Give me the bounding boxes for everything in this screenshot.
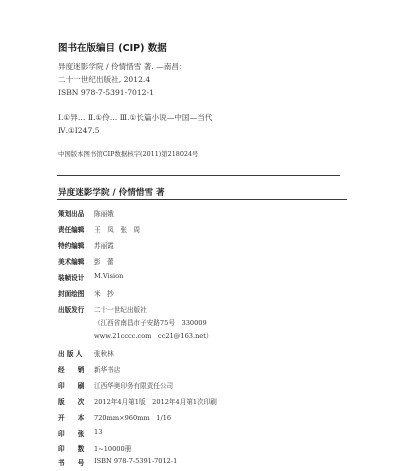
cip-line-3: ISBN 978-7-5391-7012-1: [58, 88, 154, 97]
credit-label: 装帧设计: [58, 274, 85, 282]
credit-value: 720mm×960mm 1/16: [94, 414, 172, 422]
credit-label: 策划出品: [58, 210, 85, 218]
credit-label: 经 销: [58, 366, 85, 374]
credit-label: 出版发行: [58, 306, 85, 314]
credit-label: 责任编辑: [58, 226, 85, 234]
credit-label: 印 刷: [58, 382, 85, 390]
credit-value: 2012年4月第1版 2012年4月第1次印刷: [94, 398, 217, 406]
credit-value: 1~10000册: [94, 445, 132, 453]
credit-value: 新华书店: [94, 366, 121, 374]
credit-label: 开 本: [58, 414, 85, 422]
credit-value: 张秋林: [94, 350, 114, 358]
credit-value: 米 抄: [94, 290, 114, 298]
book-title: 异度迷影学院 / 伶情惜雪 著: [58, 188, 165, 198]
credit-value: 陈丽娥: [94, 210, 114, 218]
credit-value: 江西华奥印务有限责任公司: [94, 382, 174, 390]
credit-value: 二十一世纪出版社: [94, 306, 147, 314]
credit-value: 13: [94, 428, 103, 436]
credit-value: 苏丽霞: [94, 242, 114, 250]
credit-value: ISBN 978-7-5391-7012-1: [94, 457, 178, 465]
cip-classification-2: Ⅳ.①I247.5: [58, 126, 100, 135]
credit-label: 版 次: [58, 398, 85, 406]
title-rule: [57, 199, 347, 200]
credit-label: 印 数: [58, 445, 85, 453]
credit-label: 印 张: [58, 430, 85, 438]
publisher-web: www.21cccc.com cc21@163.net）: [94, 332, 213, 340]
credit-label: 特约编辑: [58, 242, 85, 250]
cip-title: 图书在版编目 (CIP) 数据: [58, 43, 167, 54]
cip-classification-1: Ⅰ.①异… Ⅱ.①伶… Ⅲ.①长篇小说—中国—当代: [58, 113, 213, 122]
credit-label: 封面绘图: [58, 290, 85, 298]
cip-line-2: 二十一世纪出版社, 2012.4: [58, 75, 151, 84]
credit-label: 出 版 人: [58, 350, 83, 358]
credit-value: 王 凤 张 周: [94, 226, 141, 234]
credit-value: 彭 蕾: [94, 258, 114, 266]
cip-line-1: 异度迷影学院 / 伶情惜雪 著. —南昌：: [58, 62, 187, 71]
cip-number: 中国版本图书馆CIP数据核字(2011)第218024号: [58, 150, 199, 158]
credit-label: 书 号: [58, 459, 85, 467]
credit-label: 美术编辑: [58, 258, 85, 266]
section-divider: [57, 175, 340, 176]
credit-value: M.Vision: [94, 272, 124, 280]
publisher-address: （江西省南昌市子安路75号 330009: [94, 319, 207, 327]
